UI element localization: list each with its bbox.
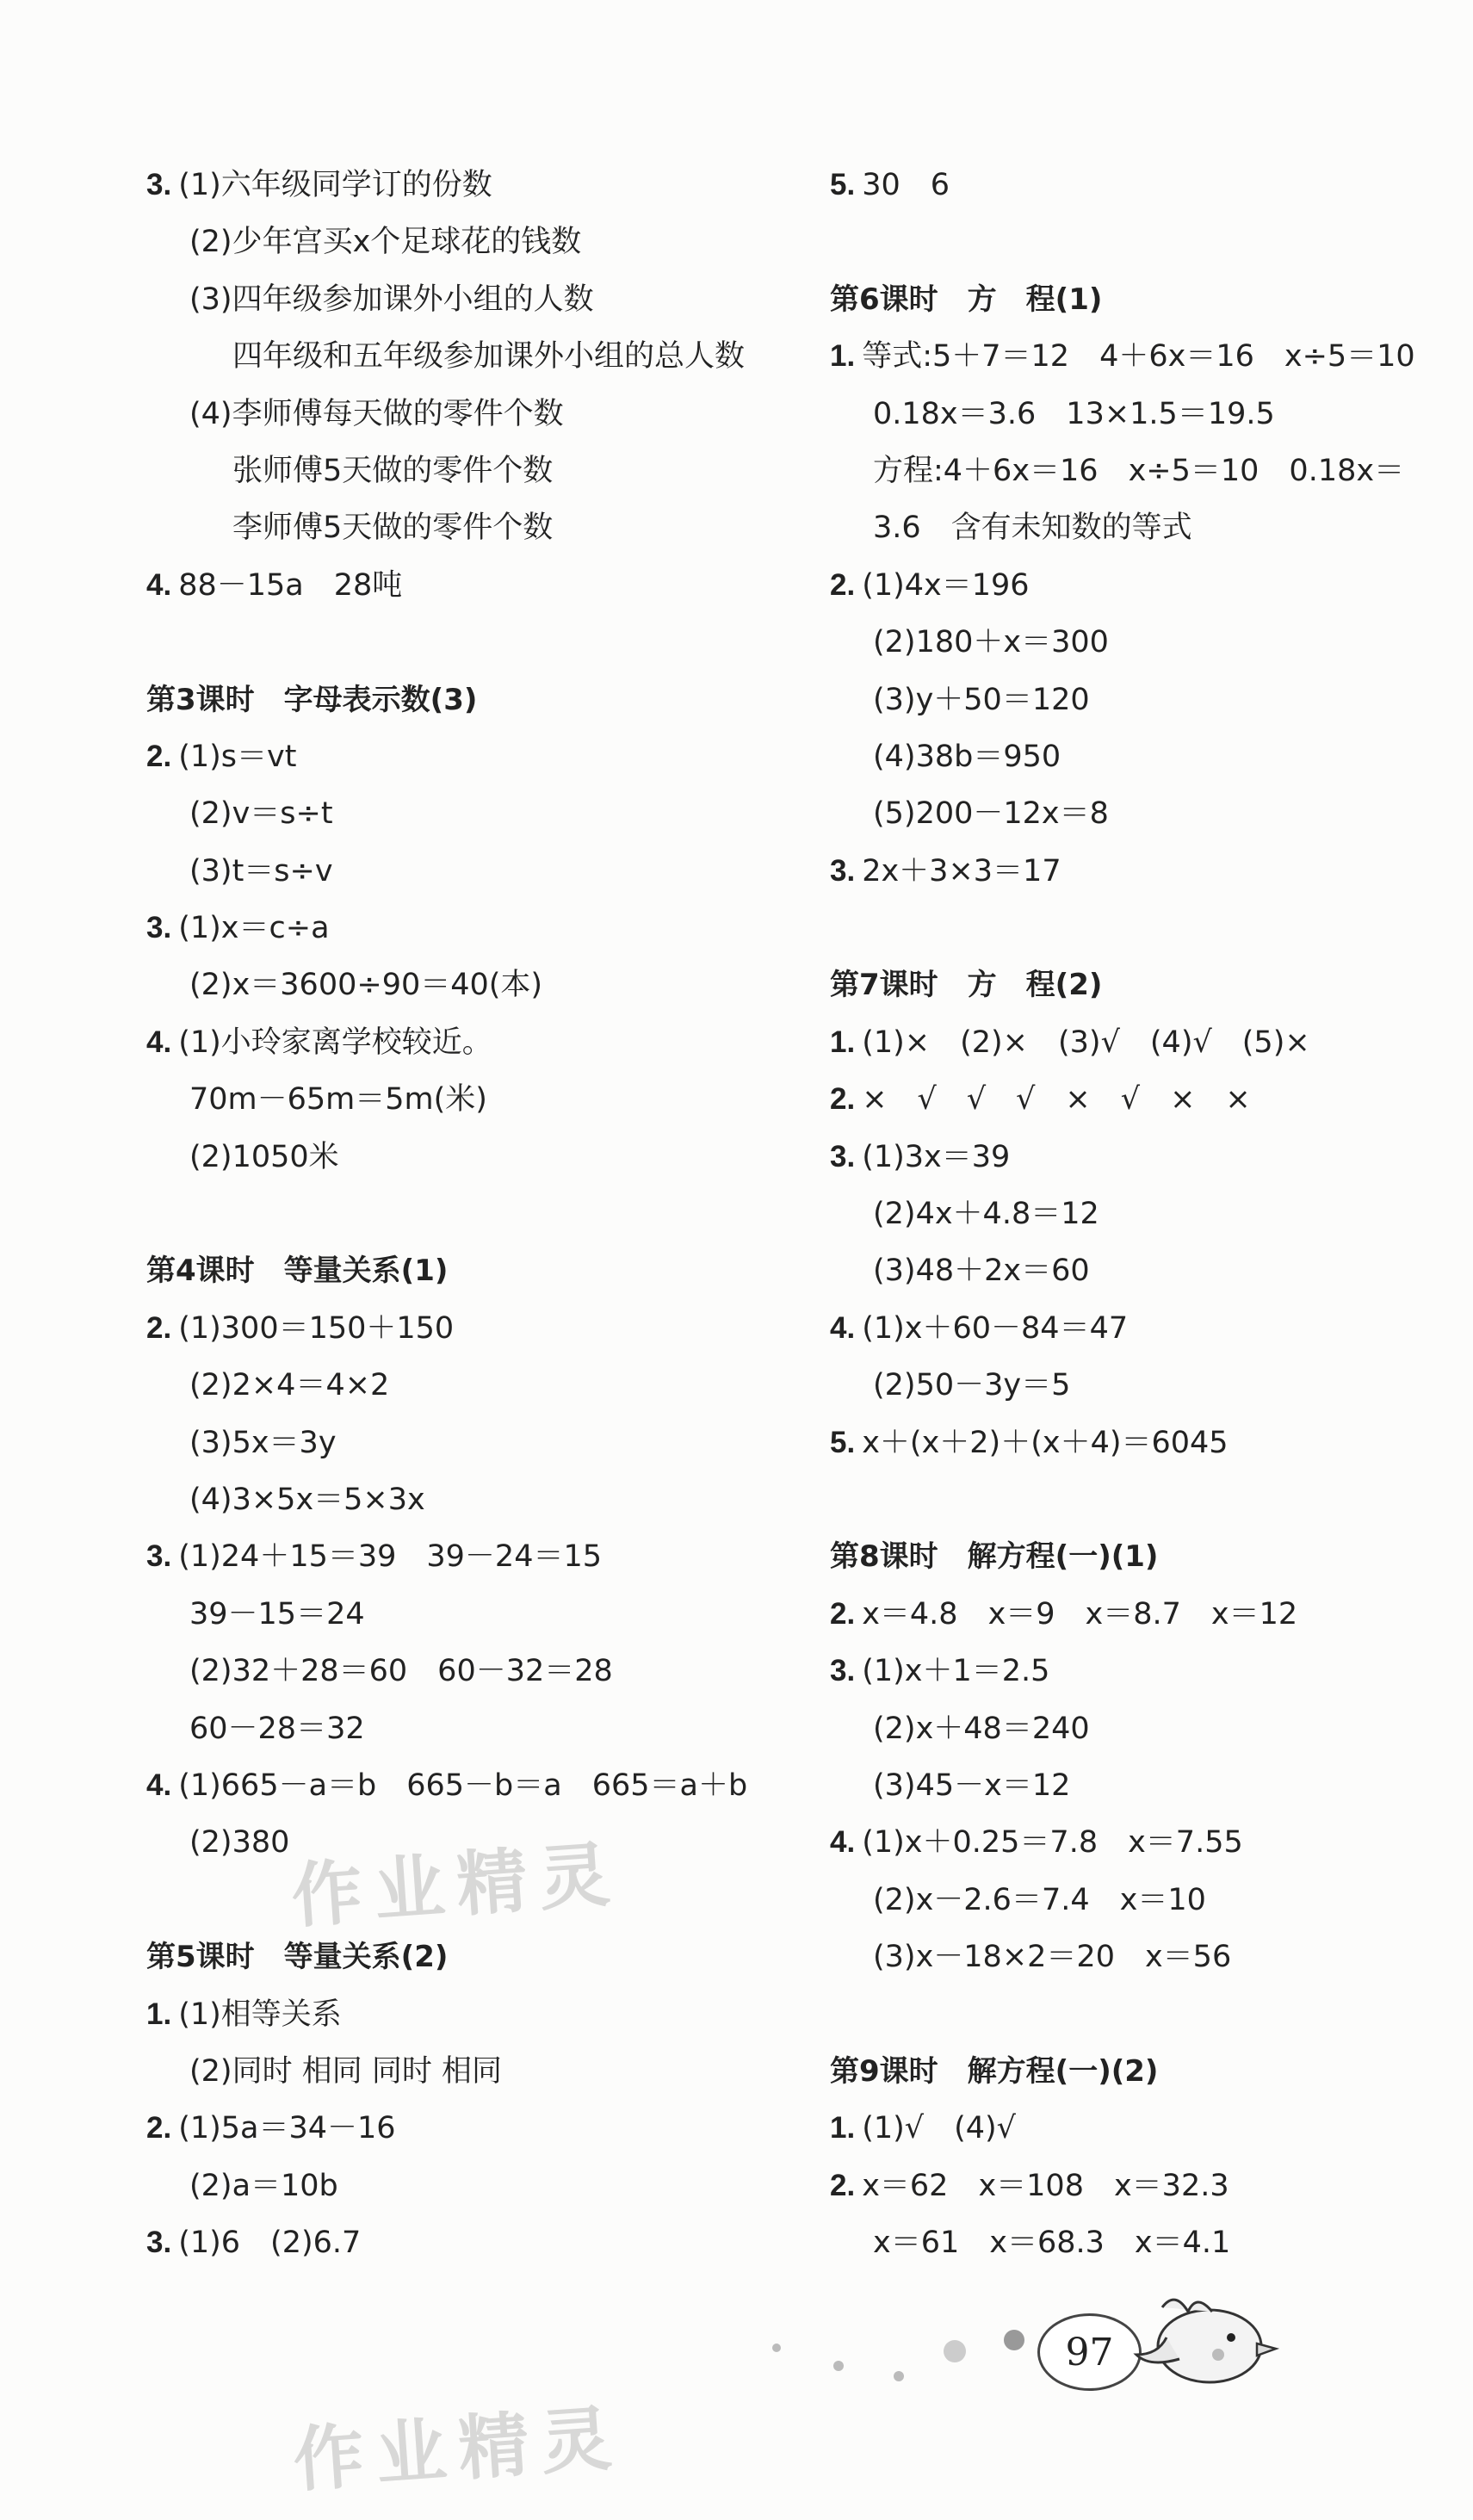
answer-line (830, 1014, 1473, 1071)
answer-line (830, 1300, 1473, 1357)
answer-text: 李师傅5天做的零件个数 (232, 511, 554, 546)
question-number: 3. (146, 911, 172, 945)
answer-text: (1)s＝vt (178, 739, 297, 774)
answer-line (146, 1300, 801, 1357)
lesson-heading: 第9课时 解方程(一)(2) (830, 2053, 1159, 2089)
lesson-heading: 第7课时 方 程(2) (830, 968, 1103, 1003)
answer-text: (4)李师傅每天做的零件个数 (189, 396, 564, 431)
answer-line (146, 1986, 801, 2043)
answer-text: (1)√ (4)√ (862, 2111, 1016, 2146)
answer-text: (2)x－2.6＝7.4 x＝10 (873, 1882, 1206, 1917)
answer-text: 39－15＝24 (189, 1596, 365, 1631)
answer-text: 0.18x＝3.6 13×1.5＝19.5 (873, 396, 1275, 431)
answer-text: (2)同时 相同 同时 相同 (189, 2053, 502, 2089)
answer-text: x＝4.8 x＝9 x＝8.7 x＝12 (862, 1596, 1298, 1631)
answer-line (830, 1643, 1473, 1700)
bird-mascot-icon (1128, 2282, 1283, 2393)
decor-dot (944, 2340, 966, 2362)
answer-line (146, 386, 801, 443)
answer-text: 方程:4＋6x＝16 x÷5＝10 0.18x＝ (873, 453, 1405, 488)
question-number: 3. (146, 2226, 172, 2260)
answer-line (830, 1872, 1473, 1929)
answer-line (830, 1586, 1473, 1643)
answer-text: × √ √ √ × √ × × (862, 1082, 1251, 1118)
question-number: 2. (146, 1310, 172, 1345)
answer-line (830, 614, 1473, 671)
answer-text: (5)200－12x＝8 (873, 796, 1109, 832)
answer-line (146, 1415, 801, 1471)
question-number: 3. (830, 1139, 856, 1173)
question-number: 1. (830, 1025, 856, 1059)
answer-line (830, 1700, 1473, 1757)
answer-text: 四年级和五年级参加课外小组的总人数 (232, 339, 746, 375)
answer-line (830, 1357, 1473, 1414)
answer-line (830, 1929, 1473, 1985)
answer-line (146, 1528, 801, 1585)
answer-line (146, 900, 801, 957)
question-number: 2. (146, 2111, 172, 2145)
answer-line (830, 328, 1473, 385)
answer-text: (4)38b＝950 (873, 739, 1061, 774)
answer-text: x＝61 x＝68.3 x＝4.1 (873, 2226, 1231, 2261)
answer-text: (3)y＋50＝120 (873, 682, 1090, 717)
answer-line (146, 1700, 801, 1757)
answer-line (146, 2158, 801, 2214)
answer-line (830, 2100, 1473, 2157)
answer-text: 等式:5＋7＝12 4＋6x＝16 x÷5＝10 (862, 339, 1415, 375)
answer-text: (3)45－x＝12 (873, 1768, 1071, 1803)
question-number: 2. (830, 2168, 856, 2202)
answer-line (830, 1242, 1473, 1299)
answer-text: (1)x＋1＝2.5 (862, 1654, 1050, 1689)
answer-text: (1)665－a＝b 665－b＝a 665＝a＋b (178, 1768, 748, 1803)
question-number: 2. (830, 1596, 856, 1631)
answer-line (830, 1129, 1473, 1186)
question-number: 4. (146, 1768, 172, 1802)
question-number: 5. (830, 168, 856, 201)
section-gap (830, 214, 1473, 270)
answer-text: x＝62 x＝108 x＝32.3 (862, 2168, 1229, 2203)
answer-line (830, 1186, 1473, 1242)
answer-line (146, 443, 801, 499)
answer-line (830, 1071, 1473, 1128)
answer-text: 30 6 (862, 168, 950, 202)
answer-line (830, 557, 1473, 614)
question-number: 4. (146, 1025, 172, 1059)
question-number: 4. (830, 1310, 856, 1345)
decor-dot (833, 2361, 844, 2371)
answer-text: 张师傅5天做的零件个数 (232, 453, 554, 488)
answer-column-right (830, 157, 1473, 2271)
answer-text: (2)x＝3600÷90＝40(本) (189, 968, 543, 1003)
lesson-heading: 第3课时 字母表示数(3) (146, 682, 478, 717)
lesson-heading: 第8课时 解方程(一)(1) (830, 1539, 1159, 1575)
answer-text: (1)6 (2)6.7 (178, 2226, 362, 2261)
answer-text: (1)× (2)× (3)√ (4)√ (5)× (862, 1025, 1310, 1060)
answer-line (146, 843, 801, 900)
answer-text: (3)四年级参加课外小组的人数 (189, 282, 594, 317)
question-number: 1. (830, 2111, 856, 2145)
answer-line (146, 1129, 801, 1186)
answer-text: (3)48＋2x＝60 (873, 1254, 1090, 1289)
answer-text: (2)50－3y＝5 (873, 1368, 1071, 1403)
answer-text: (2)x＋48＝240 (873, 1711, 1090, 1746)
answer-text: (1)3x＝39 (862, 1139, 1011, 1174)
question-number: 4. (146, 567, 172, 602)
answer-line (830, 843, 1473, 900)
answer-text: (1)4x＝196 (862, 567, 1030, 603)
answer-text: (1)六年级同学订的份数 (178, 168, 492, 202)
answer-line (146, 328, 801, 385)
question-number: 3. (830, 1654, 856, 1688)
answer-line (830, 2158, 1473, 2214)
question-number: 4. (830, 1825, 856, 1860)
answer-line (830, 157, 1473, 214)
lesson-heading: 第6课时 方 程(1) (830, 282, 1103, 317)
answer-text: (1)小玲家离学校较近。 (178, 1025, 492, 1060)
answer-line (830, 499, 1473, 556)
answer-line (830, 443, 1473, 499)
lesson-heading: 第4课时 等量关系(1) (146, 1254, 449, 1289)
answer-line (146, 557, 801, 614)
answer-line (146, 957, 801, 1013)
answer-text: (2)2×4＝4×2 (189, 1368, 390, 1403)
answer-line (830, 1814, 1473, 1871)
answer-line (146, 1014, 801, 1071)
answer-text: (3)x－18×2＝20 x＝56 (873, 1940, 1232, 1975)
question-number: 2. (830, 1082, 856, 1117)
question-number: 3. (830, 853, 856, 888)
answer-text: 70m－65m＝5m(米) (189, 1082, 487, 1118)
answer-text: (3)t＝s÷v (189, 853, 333, 889)
answer-text: (2)180＋x＝300 (873, 625, 1109, 660)
answer-line (830, 1415, 1473, 1471)
answer-text: (1)x＋60－84＝47 (862, 1310, 1129, 1346)
answer-line (830, 1757, 1473, 1814)
question-number: 2. (146, 739, 172, 773)
answer-line (830, 785, 1473, 842)
answer-line (830, 2214, 1473, 2271)
answer-line (146, 1757, 801, 1814)
answer-line (146, 1586, 801, 1643)
answer-line (830, 728, 1473, 785)
answer-text: (1)24＋15＝39 39－24＝15 (178, 1539, 602, 1575)
page-number: 97 (1037, 2313, 1142, 2391)
answer-text: (2)少年宫买x个足球花的钱数 (189, 225, 582, 260)
answer-line (146, 157, 801, 214)
watermark: 作业精灵 (288, 1832, 625, 1939)
answer-text: (1)5a＝34－16 (178, 2111, 396, 2146)
answer-line (146, 2214, 801, 2271)
question-number: 3. (146, 1539, 172, 1574)
question-number: 3. (146, 168, 172, 201)
section-gap (146, 614, 801, 671)
answer-line (146, 1071, 801, 1128)
answer-line (146, 1471, 801, 1528)
answer-text: (4)3×5x＝5×3x (189, 1482, 425, 1517)
section-gap (830, 900, 1473, 957)
answer-text: (2)1050米 (189, 1139, 339, 1174)
answer-text: 2x＋3×3＝17 (862, 853, 1061, 889)
decor-dot (772, 2344, 781, 2352)
answer-line (830, 672, 1473, 728)
question-number: 5. (830, 1425, 856, 1459)
section-gap (830, 1986, 1473, 2043)
answer-text: (2)380 (189, 1825, 290, 1861)
answer-line (146, 2100, 801, 2157)
answer-text: (2)4x＋4.8＝12 (873, 1197, 1099, 1232)
answer-text: 60－28＝32 (189, 1711, 365, 1746)
question-number: 1. (146, 1997, 172, 2031)
question-number: 2. (830, 567, 856, 602)
watermark: 作业精灵 (290, 2396, 627, 2503)
lesson-heading: 第5课时 等量关系(2) (146, 1940, 449, 1975)
question-number: 1. (830, 339, 856, 374)
answer-text: 3.6 含有未知数的等式 (873, 511, 1192, 546)
answer-line (146, 728, 801, 785)
answer-line (146, 1643, 801, 1700)
answer-line (146, 785, 801, 842)
answer-text: (2)32＋28＝60 60－32＝28 (189, 1654, 613, 1689)
answer-text: (1)相等关系 (178, 1997, 342, 2032)
answer-text: (1)x＋0.25＝7.8 x＝7.55 (862, 1825, 1243, 1861)
answer-line (146, 2043, 801, 2100)
answer-line (146, 499, 801, 556)
answer-text: 88－15a 28吨 (178, 567, 403, 603)
answer-text: (3)5x＝3y (189, 1425, 337, 1460)
section-gap (830, 1471, 1473, 1528)
answer-line (146, 1357, 801, 1414)
answer-column-left (146, 157, 801, 2271)
answer-line (146, 271, 801, 328)
section-gap (146, 1186, 801, 1242)
answer-line (146, 214, 801, 270)
answer-text: (2)a＝10b (189, 2168, 338, 2203)
answer-text: x＋(x＋2)＋(x＋4)＝6045 (862, 1425, 1229, 1460)
answer-text: (1)300＝150＋150 (178, 1310, 455, 1346)
answer-text: (1)x＝c÷a (178, 911, 330, 946)
answer-text: (2)v＝s÷t (189, 796, 333, 832)
decor-dot (1004, 2330, 1024, 2350)
decor-dot (894, 2371, 904, 2381)
answer-line (830, 386, 1473, 443)
